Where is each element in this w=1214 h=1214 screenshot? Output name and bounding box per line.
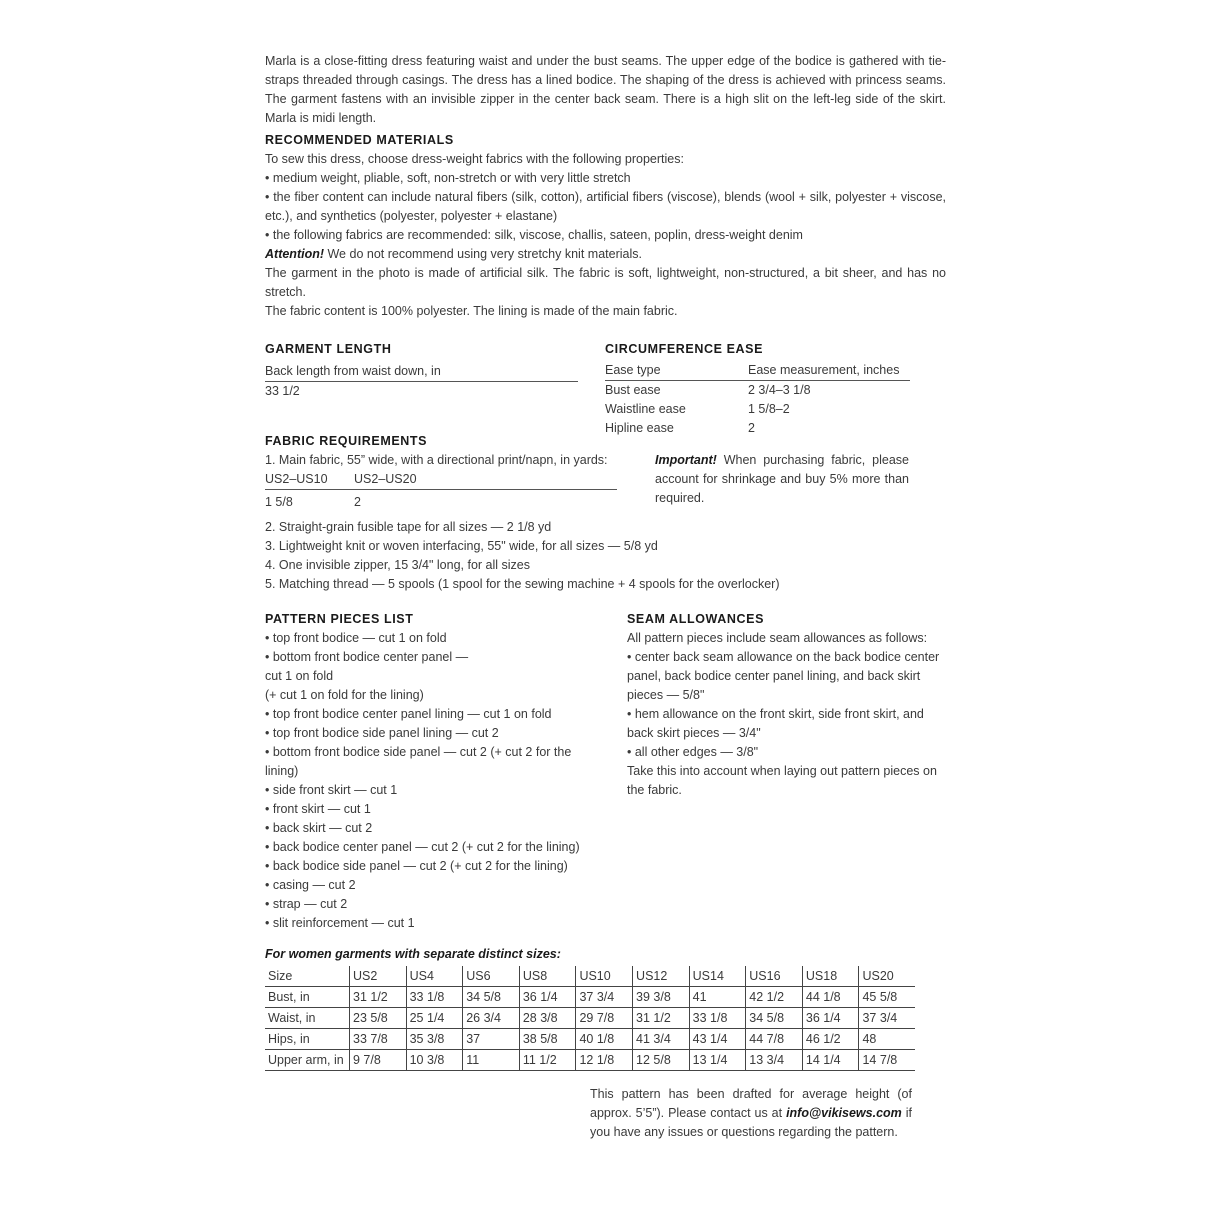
size-cell: 23 5/8: [350, 1008, 407, 1029]
piece-item: • casing — cut 2: [265, 878, 356, 892]
size-cell: 14 1/4: [802, 1050, 859, 1071]
size-header-cell: US2: [350, 966, 407, 987]
size-cell: 40 1/8: [576, 1029, 633, 1050]
size-header-cell: US4: [406, 966, 463, 987]
ease-row: [605, 400, 910, 419]
fabric-item: 4. One invisible zipper, 15 3/4" long, for all sizes: [265, 558, 530, 572]
seam-line: Take this into account when laying out pattern pieces on the fabric.: [627, 764, 937, 797]
size-header-cell: US16: [746, 966, 803, 987]
size-cell: 41: [689, 987, 746, 1008]
piece-item: • bottom front bodice center panel —: [265, 650, 469, 664]
size-cell: 44 1/8: [802, 987, 859, 1008]
fabric-section: [265, 432, 625, 512]
footer-text: This pattern has been drafted for average height (of approx. 5’5”). Please contact us at: [590, 1087, 912, 1120]
size-cell: Upper arm, in: [265, 1050, 350, 1071]
materials-bullet: • the following fabrics are recommended: silk, viscose, challis, sateen, poplin, dress-weight denim: [265, 228, 803, 242]
photo-note: The garment in the photo is made of artificial silk. The fabric is soft, lightweight, non-structured, a bit sheer, and has no stretch.: [265, 266, 946, 299]
size-cell: 48: [859, 1029, 915, 1050]
size-header-cell: US10: [576, 966, 633, 987]
ease-section: [605, 340, 910, 438]
size-cell: 39 3/8: [633, 987, 690, 1008]
piece-item: • back skirt — cut 2: [265, 821, 373, 835]
size-cell: 11: [463, 1050, 520, 1071]
pieces-heading: PATTERN PIECES LIST: [265, 612, 414, 626]
size-cell: 13 3/4: [746, 1050, 803, 1071]
footer-text: if you have any issues or questions regarding the pattern.: [590, 1106, 912, 1139]
size-cell: 44 7/8: [746, 1029, 803, 1050]
materials-lead: To sew this dress, choose dress-weight fabrics with the following properties:: [265, 152, 684, 166]
fabric-heading: FABRIC REQUIREMENTS: [265, 434, 428, 448]
piece-item: cut 1 on fold: [265, 669, 334, 683]
fabric-col-1: US2–US10: [265, 470, 354, 490]
seam-section: [627, 610, 945, 800]
seam-line: • all other edges — 3/8": [627, 745, 759, 759]
size-cell: 26 3/4: [463, 1008, 520, 1029]
important-note: [655, 451, 909, 508]
size-row: [265, 1008, 915, 1029]
size-chart-section: [265, 945, 925, 964]
fabric-yardage-table: [265, 470, 617, 512]
pieces-section: [265, 610, 605, 933]
size-cell: 34 5/8: [463, 987, 520, 1008]
garment-length-section: [265, 340, 578, 401]
size-cell: 28 3/8: [519, 1008, 576, 1029]
piece-item: • top front bodice center panel lining — cut 1 on fold: [265, 707, 552, 721]
size-row: [265, 1029, 915, 1050]
size-cell: 45 5/8: [859, 987, 915, 1008]
size-cell: 14 7/8: [859, 1050, 915, 1071]
piece-item: • back bodice side panel — cut 2 (+ cut 2 for the lining): [265, 859, 568, 873]
materials-section: [265, 131, 946, 321]
fabric-item: 3. Lightweight knit or woven interfacing, 55" wide, for all sizes — 5/8 yd: [265, 539, 658, 553]
attention-label: Attention!: [265, 247, 325, 261]
size-cell: 12 5/8: [633, 1050, 690, 1071]
piece-item: • top front bodice — cut 1 on fold: [265, 631, 447, 645]
piece-item: • top front bodice side panel lining — cut 2: [265, 726, 499, 740]
size-cell: 37 3/4: [576, 987, 633, 1008]
size-header-cell: US12: [633, 966, 690, 987]
piece-item: • side front skirt — cut 1: [265, 783, 398, 797]
size-cell: Bust, in: [265, 987, 350, 1008]
size-cell: 34 5/8: [746, 1008, 803, 1029]
intro-paragraph: Marla is a close-fitting dress featuring waist and under the bust seams. The upper edge of the bodice is gathered with tie-straps threaded through casings. The dress has a lined bodice. The shaping of the dress is achieved with princess seams. The garment fastens with an invisible zipper in the center back seam. There is a high slit on the left-leg side of the skirt. Marla is midi length.: [265, 54, 946, 125]
ease-row: [605, 419, 910, 438]
size-cell: 25 1/4: [406, 1008, 463, 1029]
fabric-item: 2. Straight-grain fusible tape for all sizes — 2 1/8 yd: [265, 520, 552, 534]
ease-value: 2: [748, 421, 755, 435]
size-row: [265, 1050, 915, 1071]
size-header-cell: US18: [802, 966, 859, 987]
materials-heading: RECOMMENDED MATERIALS: [265, 133, 454, 147]
size-cell: 33 1/8: [689, 1008, 746, 1029]
important-label: Important!: [655, 453, 717, 467]
size-cell: 12 1/8: [576, 1050, 633, 1071]
size-cell: 9 7/8: [350, 1050, 407, 1071]
ease-value: 1 5/8–2: [748, 402, 790, 416]
content-note: The fabric content is 100% polyester. The lining is made of the main fabric.: [265, 304, 678, 318]
size-cell: 11 1/2: [519, 1050, 576, 1071]
fabric-col-2: US2–US20: [354, 470, 617, 490]
fabric-main: 1. Main fabric, 55” wide, with a directional print/napn, in yards:: [265, 453, 608, 467]
size-cell: 36 1/4: [519, 987, 576, 1008]
size-cell: 31 1/2: [350, 987, 407, 1008]
ease-type: Hipline ease: [605, 421, 674, 435]
garment-length-heading: GARMENT LENGTH: [265, 342, 392, 356]
size-row: [265, 987, 915, 1008]
size-cell: 29 7/8: [576, 1008, 633, 1029]
size-cell: 35 3/8: [406, 1029, 463, 1050]
ease-value: 2 3/4–3 1/8: [748, 383, 811, 397]
piece-item: lining): [265, 764, 299, 778]
size-cell: 37 3/4: [859, 1008, 915, 1029]
size-header-cell: US6: [463, 966, 520, 987]
ease-col-value: Ease measurement, inches: [748, 361, 910, 381]
fabric-items: [265, 518, 885, 594]
size-chart-caption: For women garments with separate distinct sizes:: [265, 947, 561, 961]
size-header-cell: US20: [859, 966, 915, 987]
size-cell: Waist, in: [265, 1008, 350, 1029]
size-cell: 31 1/2: [633, 1008, 690, 1029]
piece-item: • front skirt — cut 1: [265, 802, 371, 816]
size-cell: 42 1/2: [746, 987, 803, 1008]
garment-length-label: Back length from waist down, in: [265, 362, 578, 382]
size-header-cell: US14: [689, 966, 746, 987]
piece-item: • strap — cut 2: [265, 897, 348, 911]
piece-item: (+ cut 1 on fold for the lining): [265, 688, 424, 702]
size-cell: 46 1/2: [802, 1029, 859, 1050]
ease-col-type: Ease type: [605, 361, 748, 381]
fabric-val-2: 2: [354, 495, 361, 509]
seam-line: • center back seam allowance on the back bodice center panel, back bodice center panel lining, and back skirt pieces — 5/8": [627, 650, 940, 702]
size-cell: 36 1/4: [802, 1008, 859, 1029]
ease-heading: CIRCUMFERENCE EASE: [605, 342, 764, 356]
seam-line: • hem allowance on the front skirt, side front skirt, and back skirt pieces — 3/4": [627, 707, 924, 740]
important-text: When purchasing fabric, please account for shrinkage and buy 5% more than required.: [655, 453, 909, 505]
size-header-cell: Size: [265, 966, 350, 987]
size-header-cell: US8: [519, 966, 576, 987]
ease-row: [605, 381, 910, 401]
garment-length-value: 33 1/2: [265, 384, 300, 398]
piece-item: • bottom front bodice side panel — cut 2 (+ cut 2 for the: [265, 745, 572, 759]
materials-bullet: • medium weight, pliable, soft, non-stretch or with very little stretch: [265, 171, 631, 185]
size-cell: 13 1/4: [689, 1050, 746, 1071]
size-cell: 33 1/8: [406, 987, 463, 1008]
size-cell: 37: [463, 1029, 520, 1050]
size-table: [265, 966, 915, 1071]
size-cell: 10 3/8: [406, 1050, 463, 1071]
size-cell: 41 3/4: [633, 1029, 690, 1050]
size-cell: 43 1/4: [689, 1029, 746, 1050]
attention-note: [265, 245, 946, 264]
footer-note: [590, 1085, 912, 1142]
size-cell: 38 5/8: [519, 1029, 576, 1050]
ease-header-row: [605, 361, 910, 381]
fabric-item: 5. Matching thread — 5 spools (1 spool for the sewing machine + 4 spools for the overlocker): [265, 577, 780, 591]
seam-line: All pattern pieces include seam allowances as follows:: [627, 631, 928, 645]
size-header-row: [265, 966, 915, 987]
attention-text: We do not recommend using very stretchy knit materials.: [324, 247, 642, 261]
fabric-val-1: 1 5/8: [265, 495, 293, 509]
size-cell: 33 7/8: [350, 1029, 407, 1050]
materials-bullet: • the fiber content can include natural fibers (silk, cotton), artificial fibers (viscose), blends (wool + silk, polyester + viscose, etc.), and synthetics (polyester, polyester + elastane): [265, 190, 946, 223]
ease-type: Waistline ease: [605, 402, 686, 416]
ease-type: Bust ease: [605, 383, 661, 397]
piece-item: • slit reinforcement — cut 1: [265, 916, 415, 930]
piece-item: • back bodice center panel — cut 2 (+ cut 2 for the lining): [265, 840, 580, 854]
size-cell: Hips, in: [265, 1029, 350, 1050]
ease-table: [605, 361, 910, 438]
seam-heading: SEAM ALLOWANCES: [627, 612, 765, 626]
contact-email[interactable]: info@vikisews.com: [786, 1106, 902, 1120]
